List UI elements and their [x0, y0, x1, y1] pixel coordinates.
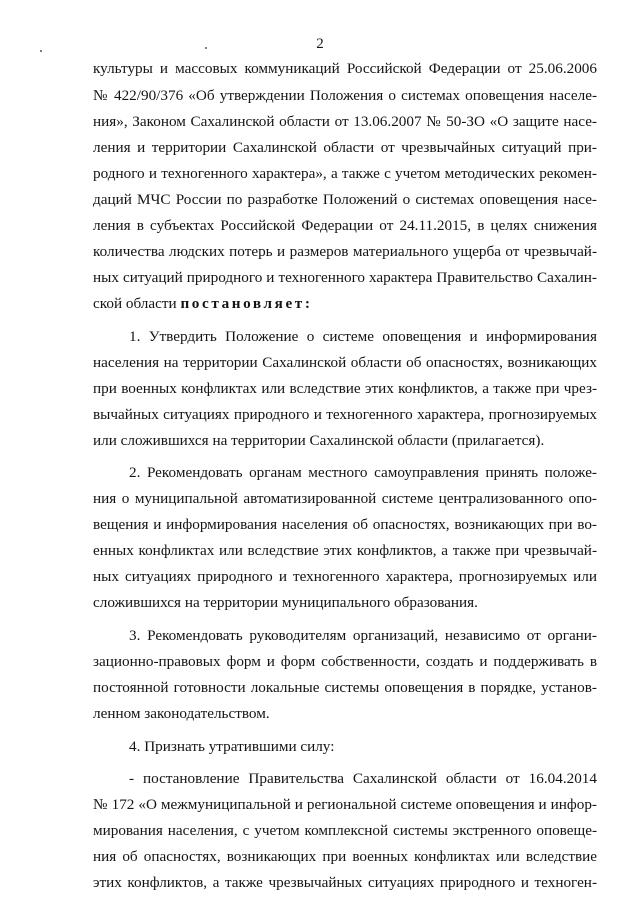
text-line: или сложившихся на территории Сахалинской области (прилагается). [93, 432, 545, 449]
text-line: 1. Утвердить Положение о системе оповещения и информирования [129, 328, 597, 345]
text-line: зационно-правовых форм и форм собственности, создать и поддерживать в [93, 653, 597, 670]
text-line: при военных конфликтах или вследствие этих конфликтов, а также при чрез- [93, 380, 597, 397]
text-line: енных конфликтах или вследствие этих конфликтов, а также при чрезвычай- [93, 542, 597, 559]
text-line: - постановление Правительства Сахалинской области от 16.04.2014 [129, 770, 597, 787]
text-line: вычайных ситуациях природного и техногенного характера, прогнозируемых [93, 406, 597, 423]
text-line: ления и территории Сахалинской области от чрезвычайных ситуаций при- [93, 139, 597, 156]
text-line: родного и техногенного характера», а также с учетом методических рекомен- [93, 165, 597, 182]
text-line: ления в субъектах Российской Федерации от 24.11.2015, в целях снижения [93, 217, 597, 234]
text-line: этих конфликтов, а также чрезвычайных ситуациях природного и техноген- [93, 874, 597, 891]
text-line: вещения и информирования населения об опасностях, возникающих при во- [93, 516, 597, 533]
text-line: количества людских потерь и размеров материального ущерба от чрезвычай- [93, 243, 597, 260]
text-line [93, 294, 597, 314]
text-line: ных ситуаций природного и техногенного характера Правительство Сахалин- [93, 269, 597, 286]
text-line: даций МЧС России по разработке Положений о системах оповещения насе- [93, 191, 597, 208]
text-line: мирования населения, с учетом комплексной системы экстренного оповеще- [93, 822, 597, 839]
text-line: постоянной готовности локальные системы оповещения в порядке, установ- [93, 679, 597, 696]
text-line: № 422/90/376 «Об утверждении Положения о системах оповещения населе- [93, 87, 597, 104]
text-line: сложившихся на территории муниципального образования. [93, 594, 478, 611]
text-line: ных ситуациях природного и техногенного характера, прогнозируемых или [93, 568, 597, 585]
text-line: ния об опасностях, возникающих при военных конфликтах или вследствие [93, 848, 597, 865]
text-fragment: ской области [93, 295, 181, 312]
text-line: ленном законодательством. [93, 705, 270, 722]
text-line: 2. Рекомендовать органам местного самоуправления принять положе- [129, 464, 597, 481]
text-line: ния о муниципальной автоматизированной системе централизованного опо- [93, 490, 597, 507]
item-heading: 4. Признать утратившими силу: [129, 738, 335, 755]
text-line: населения на территории Сахалинской области об опасностях, возникающих [93, 354, 597, 371]
text-line: № 172 «О межмуниципальной и региональной системе оповещения и инфор- [93, 796, 597, 813]
text-line: 3. Рекомендовать руководителям организаций, независимо от органи- [129, 627, 597, 644]
text-line: культуры и массовых коммуникаций Российской Федерации от 25.06.2006 [93, 60, 597, 77]
text-line: ния», Законом Сахалинской области от 13.06.2007 № 50-ЗО «О защите насе- [93, 113, 597, 130]
page-number: 2 [316, 36, 324, 52]
resolves-keyword: постановляет: [180, 295, 313, 312]
